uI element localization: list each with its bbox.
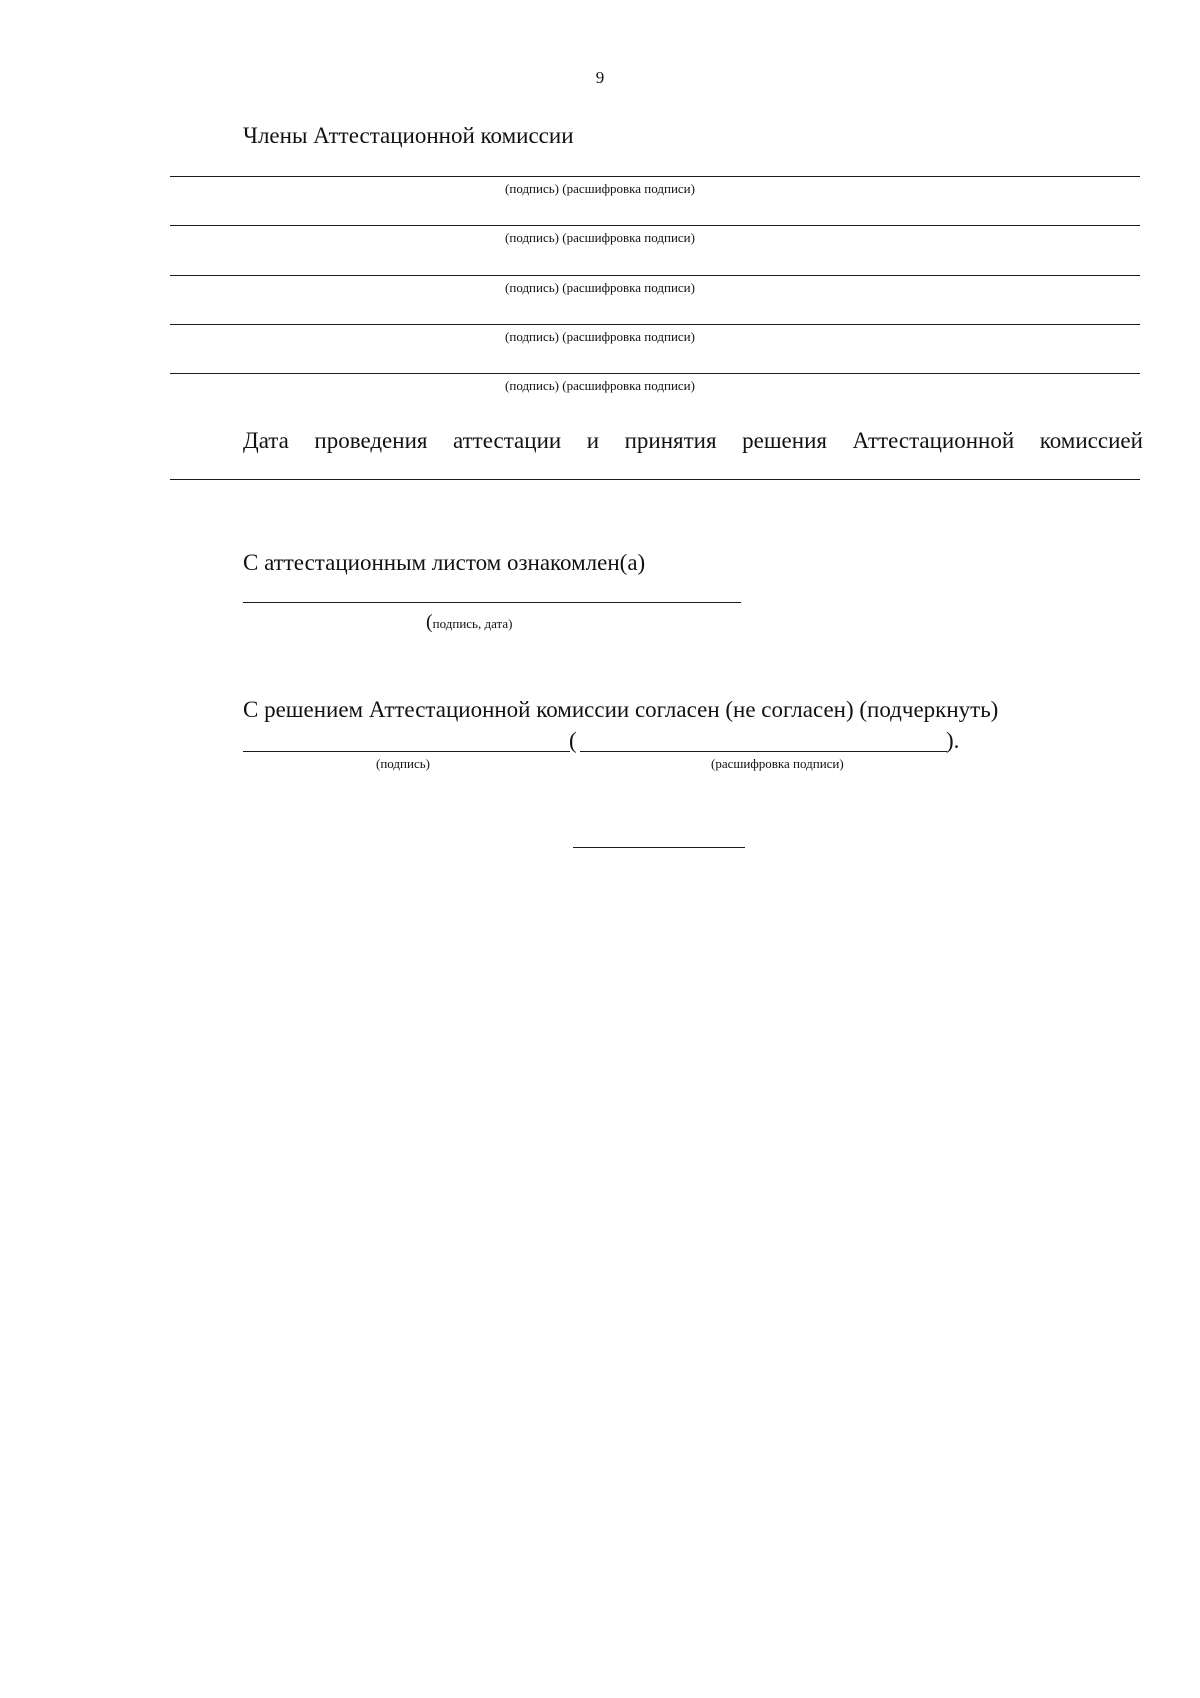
date-heading-word: проведения [314,428,428,453]
date-heading-word: аттестации [453,428,562,453]
acquaintance-heading: С аттестационным листом ознакомлен(а) [243,550,646,575]
date-heading-word: Аттестационной [852,428,1015,453]
date-heading-word: Дата [243,428,289,453]
date-heading-word: комиссией [1039,428,1143,453]
acquaintance-caption [426,612,512,633]
member-signature-caption: (подпись) (расшифровка подписи) [505,181,695,196]
member-signature-caption: (подпись) (расшифровка подписи) [505,230,695,245]
caption-open-paren: ( [426,611,433,633]
member-signature-caption: (подпись) (расшифровка подписи) [505,329,695,344]
page-number: 9 [595,68,605,87]
date-heading-word: решения [742,428,827,453]
member-signature-caption: (подпись) (расшифровка подписи) [505,378,695,393]
date-heading-word: принятия [624,428,717,453]
closing-separator [573,847,745,848]
decision-signature-line[interactable] [243,751,570,752]
member-signature-line[interactable] [170,275,1140,276]
decision-close-paren: ). [946,728,960,753]
member-signature-caption: (подпись) (расшифровка подписи) [505,280,695,295]
member-signature-line[interactable] [170,324,1140,325]
decision-signature-caption: (подпись) [376,756,430,771]
decision-decoding-caption: (расшифровка подписи) [711,756,844,771]
member-signature-line[interactable] [170,373,1140,374]
member-signature-line[interactable] [170,176,1140,177]
decision-open-paren: ( [569,728,577,753]
member-signature-line[interactable] [170,225,1140,226]
acquaintance-caption-text: подпись, дата) [432,616,513,631]
decision-decoding-line[interactable] [580,751,947,752]
members-heading: Члены Аттестационной комиссии [243,123,574,148]
acquaintance-signature-line[interactable] [243,602,741,603]
date-heading-word: и [586,428,600,453]
attestation-date-heading [243,429,1143,452]
decision-heading: С решением Аттестационной комиссии согласен (не согласен) (подчеркнуть) [243,697,999,722]
attestation-date-line[interactable] [170,479,1140,480]
